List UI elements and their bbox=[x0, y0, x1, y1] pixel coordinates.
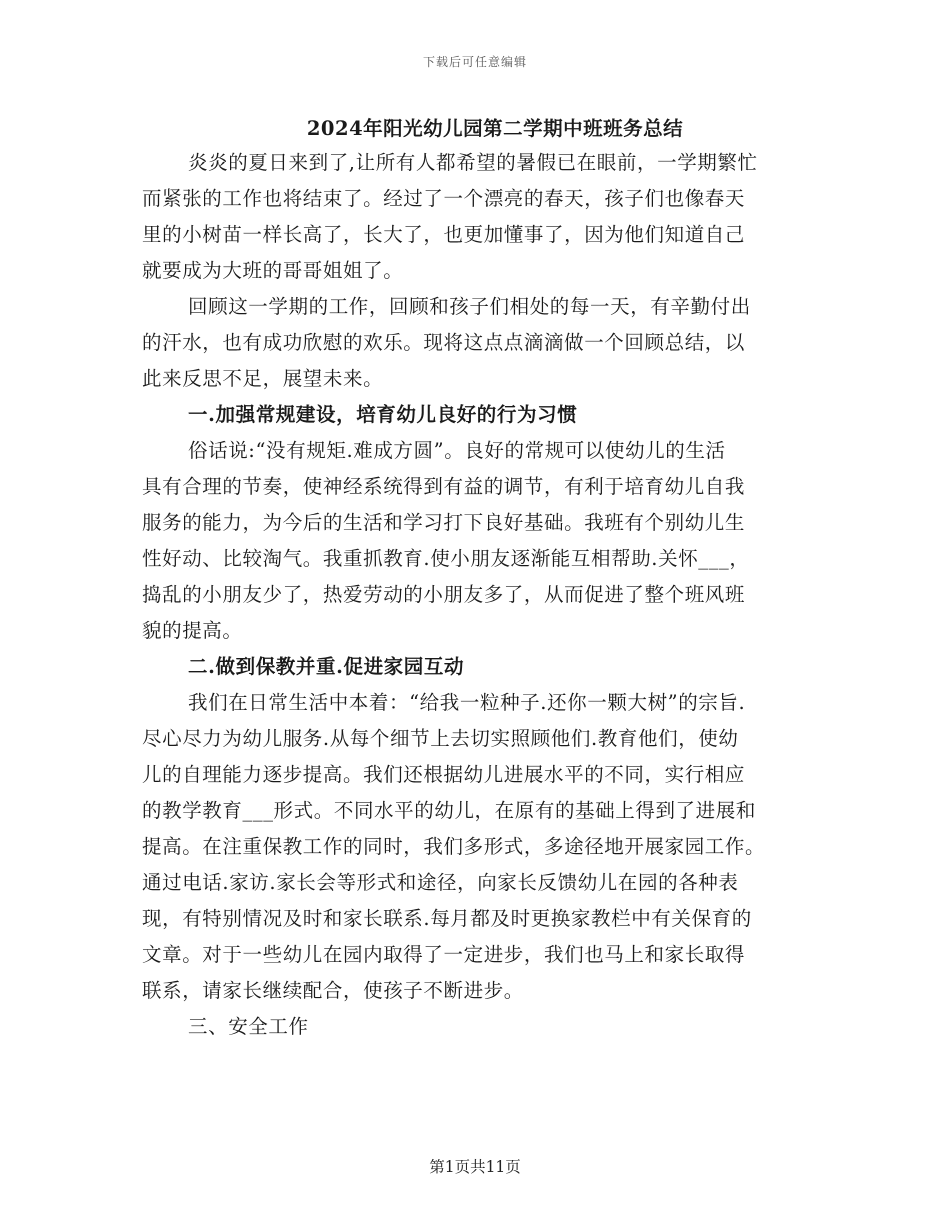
paragraph-line: 俗话说:“没有规矩.难成方圆”。良好的常规可以使幼儿的生活 bbox=[188, 439, 726, 462]
section-heading: 一.加强常规建设，培育幼儿良好的行为习惯 bbox=[188, 403, 578, 426]
paragraph-line: 里的小树苗一样长高了，长大了，也更加懂事了，因为他们知道自己 bbox=[142, 223, 746, 246]
paragraph-line: 貌的提高。 bbox=[142, 619, 243, 642]
page-footer: 第1页共11页 bbox=[429, 1158, 521, 1176]
paragraph-line: 就要成为大班的哥哥姐姐了。 bbox=[142, 259, 404, 282]
section-heading: 三、安全工作 bbox=[188, 1015, 309, 1038]
paragraph-line: 现，有特别情况及时和家长联系.每月都及时更换家教栏中有关保育的 bbox=[142, 907, 752, 930]
section-heading: 二.做到保教并重.促进家园互动 bbox=[188, 655, 465, 678]
paragraph-line: 服务的能力，为今后的生活和学习打下良好基础。我班有个别幼儿生 bbox=[142, 511, 746, 534]
paragraph-line: 文章。对于一些幼儿在园内取得了一定进步，我们也马上和家长取得 bbox=[142, 943, 746, 966]
paragraph-line: 联系，请家长继续配合，使孩子不断进步。 bbox=[142, 979, 524, 1002]
document-title: 2024年阳光幼儿园第二学期中班班务总结 bbox=[306, 117, 684, 140]
paragraph-line: 回顾这一学期的工作，回顾和孩子们相处的每一天，有辛勤付出 bbox=[188, 295, 751, 318]
paragraph-line: 的教学教育___形式。不同水平的幼儿，在原有的基础上得到了进展和 bbox=[142, 799, 756, 822]
document-body bbox=[142, 145, 810, 1045]
header-note: 下载后可任意编辑 bbox=[422, 55, 527, 69]
paragraph-line: 我们在日常生活中本着：“给我一粒种子.还你一颗大树”的宗旨. bbox=[188, 691, 746, 714]
paragraph-line: 性好动、比较淘气。我重抓教育.使小朋友逐渐能互相帮助.关怀___， bbox=[142, 547, 750, 570]
paragraph-line: 而紧张的工作也将结束了。经过了一个漂亮的春天，孩子们也像春天 bbox=[142, 187, 746, 210]
paragraph-line: 捣乱的小朋友少了，热爱劳动的小朋友多了，从而促进了整个班风班 bbox=[142, 583, 746, 606]
paragraph-line: 儿的自理能力逐步提高。我们还根据幼儿进展水平的不同，实行相应 bbox=[142, 763, 746, 786]
paragraph-line: 炎炎的夏日来到了,让所有人都希望的暑假已在眼前，一学期繁忙 bbox=[188, 151, 758, 174]
paragraph-line: 此来反思不足，展望未来。 bbox=[142, 367, 384, 390]
paragraph-line: 通过电话.家访.家长会等形式和途径，向家长反馈幼儿在园的各种表 bbox=[142, 871, 739, 894]
paragraph-line: 具有合理的节奏，使神经系统得到有益的调节，有利于培育幼儿自我 bbox=[142, 475, 746, 498]
paragraph-line: 的汗水，也有成功欣慰的欢乐。现将这点点滴滴做一个回顾总结，以 bbox=[142, 331, 746, 354]
paragraph-line: 尽心尽力为幼儿服务.从每个细节上去切实照顾他们.教育他们，使幼 bbox=[142, 727, 739, 750]
paragraph-line: 提高。在注重保教工作的同时，我们多形式，多途径地开展家园工作。 bbox=[142, 835, 766, 858]
